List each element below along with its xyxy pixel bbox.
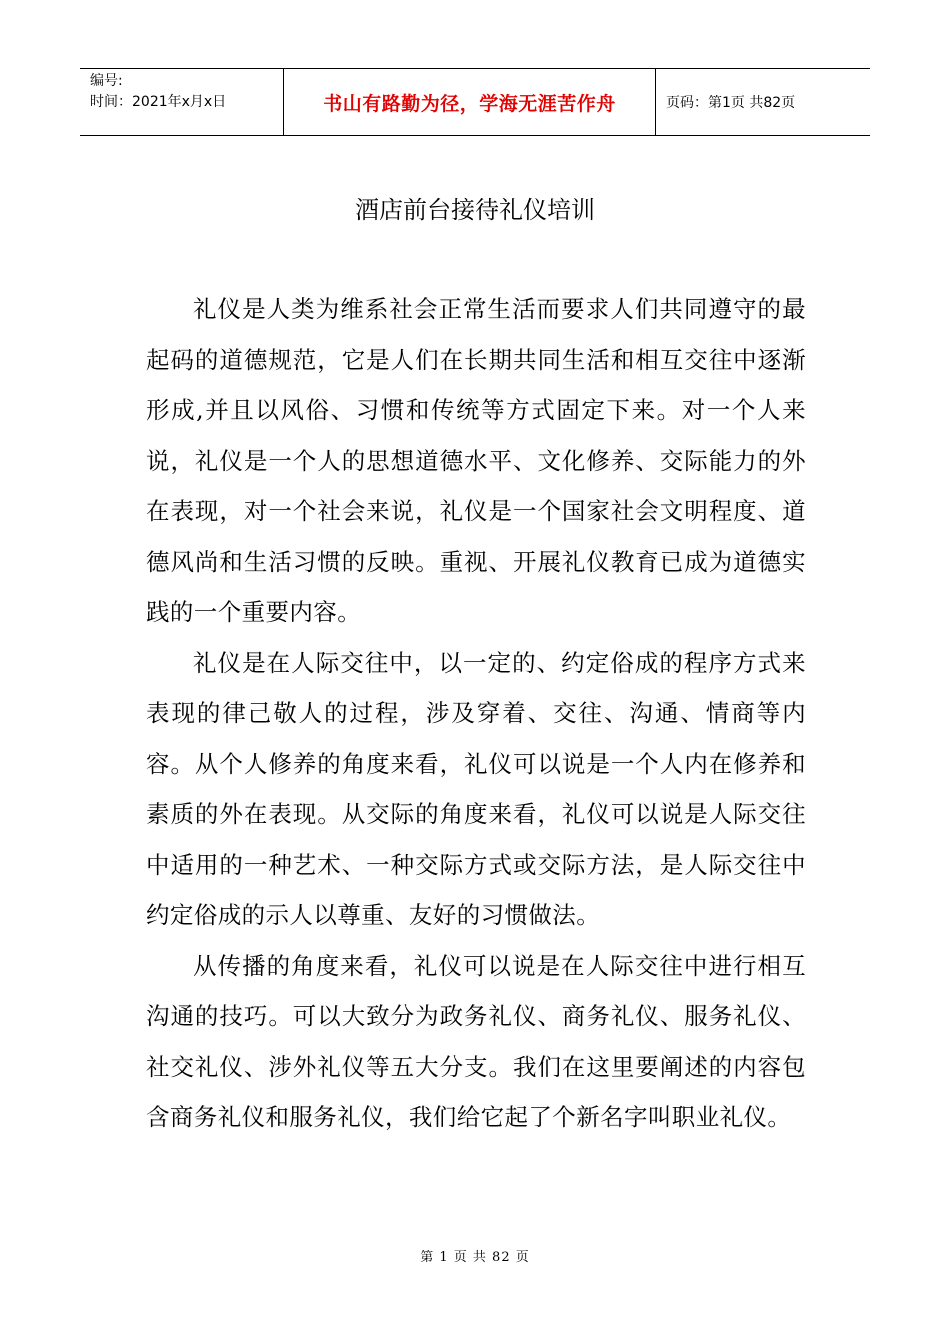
document-time-label: 时间：2021年x月x日 xyxy=(90,94,227,110)
header-page-info: 页码：第1页 共82页 xyxy=(666,95,796,111)
document-number-label: 编号: xyxy=(90,73,123,89)
header-meta xyxy=(80,69,283,135)
body-paragraph: 礼仪是在人际交往中，以一定的、约定俗成的程序方式来表现的律己敬人的过程，涉及穿着、交往、沟通、情商等内容。从个人修养的角度来看，礼仪可以说是一个人内在修养和素质的外在表现。从交际的角度来看，礼仪可以说是人际交往中适用的一种艺术、一种交际方式或交际方法，是人际交往中约定俗成的示人以尊重、友好的习惯做法。 xyxy=(146,648,806,929)
document-body xyxy=(146,284,806,1143)
header-motto: 书山有路勤为径，学海无涯苦作舟 xyxy=(283,69,656,135)
page-header xyxy=(80,68,870,136)
body-paragraph: 礼仪是人类为维系社会正常生活而要求人们共同遵守的最起码的道德规范，它是人们在长期共同生活和相互交往中逐渐形成,并且以风俗、习惯和传统等方式固定下来。对一个人来说，礼仪是一个人的思想道德水平、文化修养、交际能力的外在表现，对一个社会来说，礼仪是一个国家社会文明程度、道德风尚和生活习惯的反映。重视、开展礼仪教育已成为道德实践的一个重要内容。 xyxy=(146,295,806,626)
document-title: 酒店前台接待礼仪培训 xyxy=(355,196,595,224)
page-footer: 第 1 页 共 82 页 xyxy=(420,1250,530,1265)
body-paragraph: 从传播的角度来看，礼仪可以说是在人际交往中进行相互沟通的技巧。可以大致分为政务礼仪、商务礼仪、服务礼仪、社交礼仪、涉外礼仪等五大分支。我们在这里要阐述的内容包含商务礼仪和服务礼仪，我们给它起了个新名字叫职业礼仪。 xyxy=(146,951,806,1131)
